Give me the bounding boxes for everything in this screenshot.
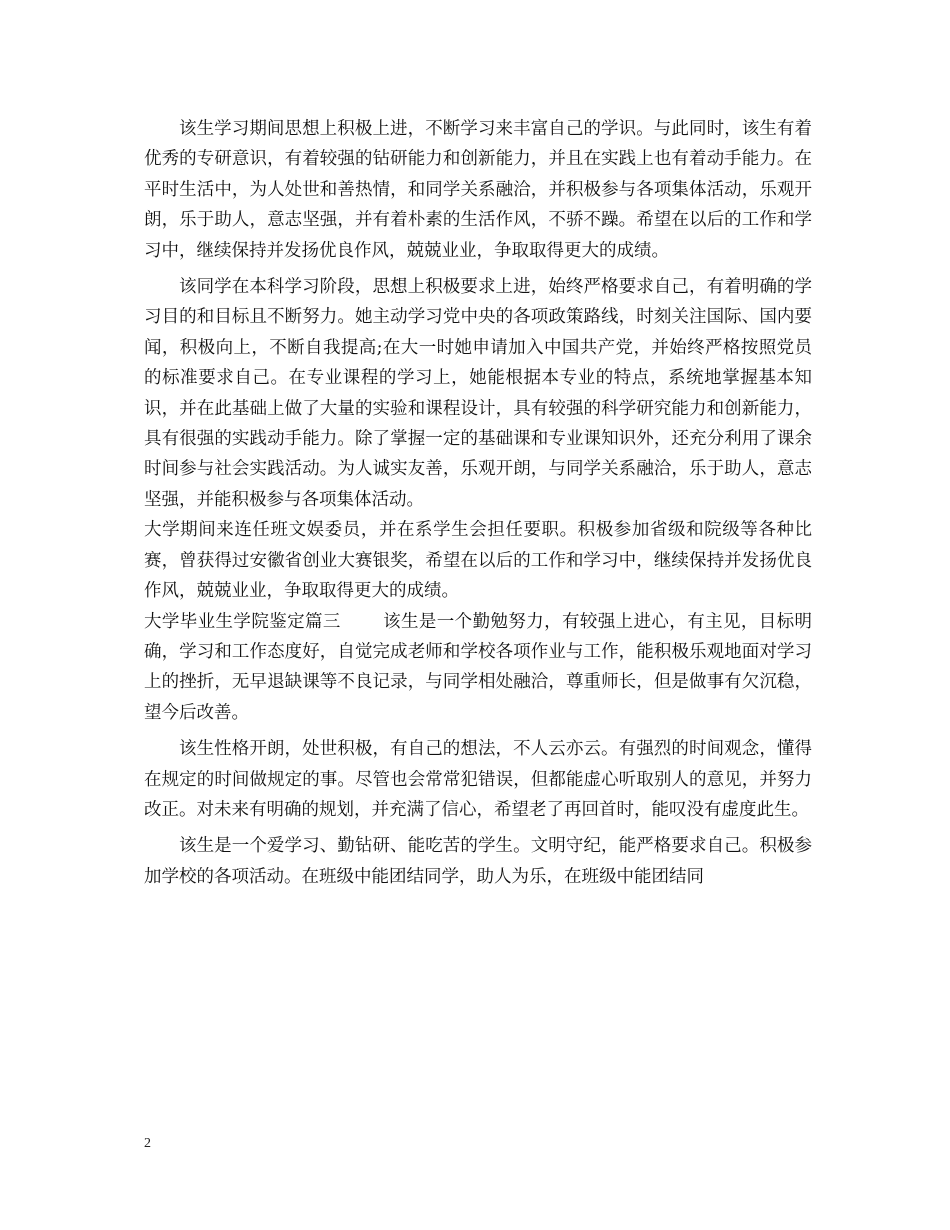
paragraph-4: 该生性格开朗，处世积极，有自己的想法，不人云亦云。有强烈的时间观念，懂得在规定的时间做规定的事。尽管也会常常犯错误，但都能虚心听取别人的意见，并努力改正。对未来有明确的规划，并充满了信心，希望老了再回首时，能叹没有虚度此生。 xyxy=(144,739,812,820)
section-first-paragraph: 该生是一个勤勉努力，有较强上进心，有主见，目标明确，学习和工作态度好，自觉完成老师和学校各项作业与工作，能积极乐观地面对学习上的挫折，无早退缺课等不良记录，与同学相处融洽，尊重师长，但是做事有欠沉稳，望今后改善。 xyxy=(144,611,813,723)
section-heading-line xyxy=(144,607,812,729)
paragraph-1: 该生学习期间思想上积极上进，不断学习来丰富自己的学识。与此同时，该生有着优秀的专研意识，有着较强的钻研能力和创新能力，并且在实践上也有着动手能力。在平时生活中，为人处世和善热情，和同学关系融洽，并积极参与各项集体活动，乐观开朗，乐于助人，意志坚强，并有着朴素的生活作风，不骄不躁。希望在以后的工作和学习中，继续保持并发扬优良作风，兢兢业业，争取取得更大的成绩。 xyxy=(144,119,812,261)
page-number: 2 xyxy=(144,1136,151,1151)
document-body xyxy=(144,114,812,892)
paragraph-2-continuation: 大学期间来连任班文娱委员，并在系学生会担任要职。积极参加省级和院级等各种比赛，曾获得过安徽省创业大赛银奖，希望在以后的工作和学习中，继续保持并发扬优良作风，兢兢业业，争取取得更大的成绩。 xyxy=(144,520,812,602)
paragraph-2: 该同学在本科学习阶段，思想上积极要求上进，始终严格要求自己，有着明确的学习目的和目标且不断努力。她主动学习党中央的各项政策路线，时刻关注国际、国内要闻，积极向上，不断自我提高;在大一时她申请加入中国共产党，并始终严格按照党员的标准要求自己。在专业课程的学习上，她能根据本专业的特点，系统地掌握基本知识，并在此基础上做了大量的实验和课程设计，具有较强的科学研究能力和创新能力，具有很强的实践动手能力。除了掌握一定的基础课和专业课知识外，还充分利用了课余时间参与社会实践活动。为人诚实友善，乐观开朗，与同学关系融洽，乐于助人，意志坚强，并能积极参与各项集体活动。 xyxy=(144,277,812,510)
paragraph-5: 该生是一个爱学习、勤钻研、能吃苦的学生。文明守纪，能严格要求自己。积极参加学校的各项活动。在班级中能团结同学，助人为乐，在班级中能团结同 xyxy=(144,836,812,887)
section-heading: 大学毕业生学院鉴定篇三 xyxy=(144,611,341,632)
